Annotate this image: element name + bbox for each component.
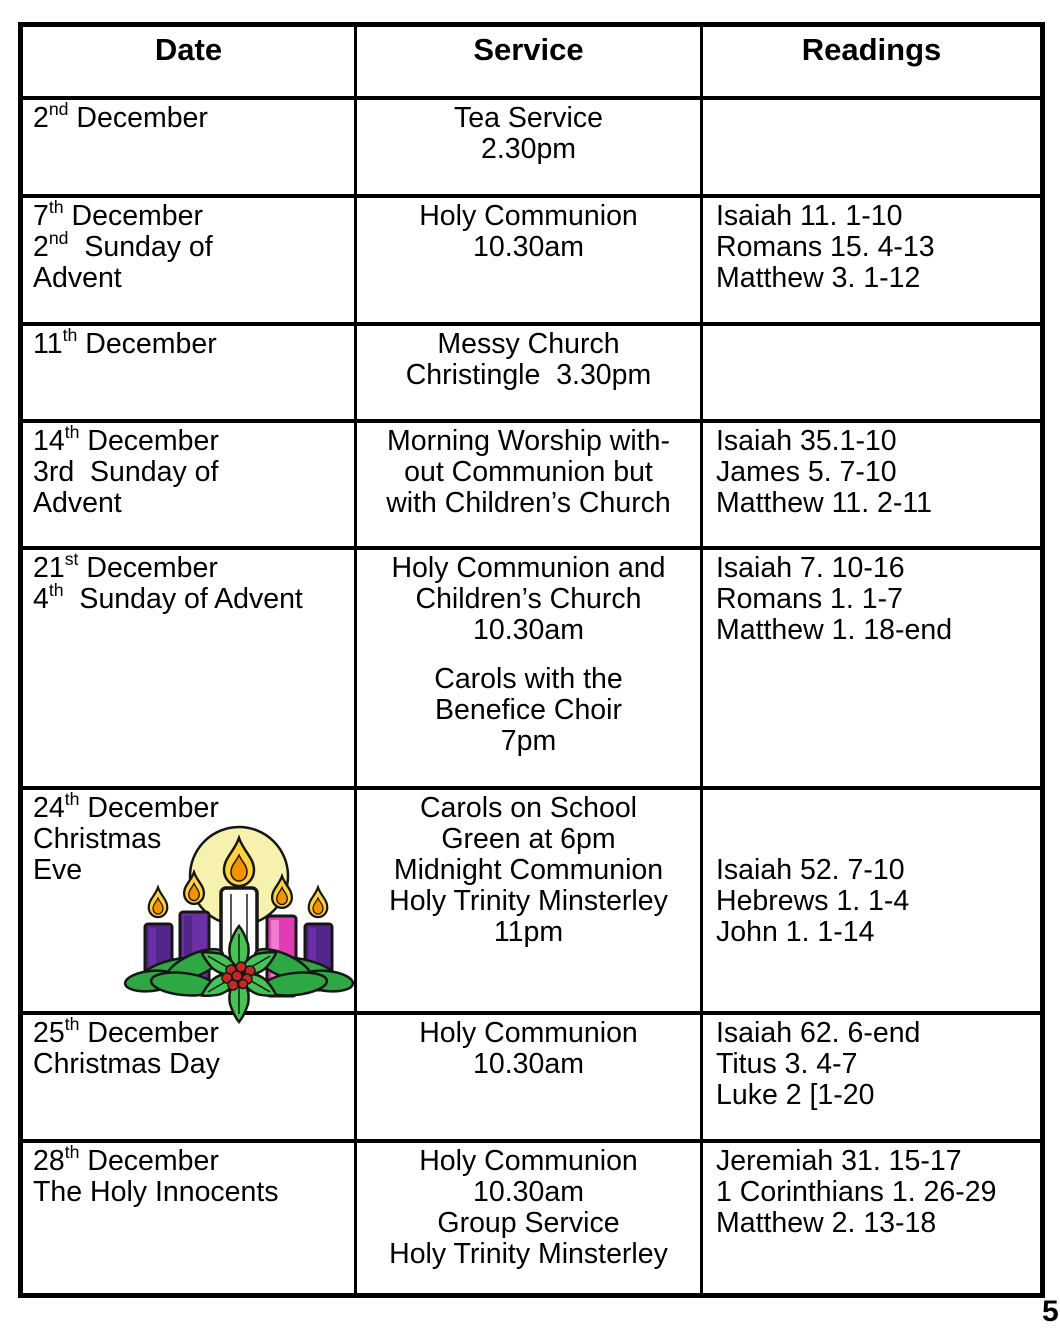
- date-line: 24th December: [33, 789, 219, 824]
- date-line: 21st December: [33, 549, 218, 584]
- service-line: 10.30am: [473, 613, 584, 646]
- readings-cell: [702, 788, 1043, 1013]
- service-line: Holy Communion: [419, 1144, 638, 1177]
- ordinal-suffix: th: [64, 1142, 80, 1162]
- reading-line: Hebrews 1. 1-4: [716, 885, 910, 917]
- service-schedule-table: [18, 22, 1045, 1298]
- service-line: 2.30pm: [480, 132, 577, 165]
- table-row: [21, 196, 1043, 324]
- ordinal-suffix: th: [48, 197, 64, 217]
- table-row: [21, 98, 1043, 196]
- reading-line: Luke 2 [1-20: [716, 1078, 875, 1111]
- date-cell: [21, 1141, 356, 1296]
- service-line: Holy Communion: [419, 1016, 638, 1049]
- service-line: Holy Trinity Minsterley: [389, 884, 668, 917]
- table-row: [21, 421, 1043, 548]
- service-line: 10.30am: [473, 1047, 584, 1080]
- reading-line: Romans 15. 4-13: [716, 230, 935, 263]
- service-cell: [356, 1013, 702, 1141]
- table-row: [21, 548, 1043, 788]
- reading-line: Isaiah 62. 6-end: [716, 1016, 921, 1049]
- reading-line: 1 Corinthians 1. 26-29: [716, 1175, 997, 1208]
- ordinal-suffix: th: [62, 325, 78, 345]
- date-line: Christmas Day: [33, 1047, 220, 1080]
- reading-line: Isaiah 11. 1-10: [716, 199, 903, 232]
- date-cell: [21, 98, 356, 196]
- date-line: 7th December: [33, 197, 203, 232]
- service-line: Green at 6pm: [441, 822, 616, 855]
- service-line: Holy Communion and: [391, 551, 666, 584]
- table-row: [21, 1013, 1043, 1141]
- reading-line: John 1. 1-14: [716, 916, 875, 948]
- service-line: Midnight Communion: [393, 853, 664, 886]
- reading-line: Romans 1. 1-7: [716, 582, 903, 615]
- ordinal-suffix: th: [64, 1014, 80, 1034]
- service-line: Carols with the: [434, 662, 623, 695]
- service-line: 10.30am: [473, 1175, 584, 1208]
- service-line: Holy Communion: [419, 199, 638, 232]
- date-line: Advent: [33, 261, 122, 294]
- service-cell: [356, 1141, 702, 1296]
- date-cell: [21, 1013, 356, 1141]
- reading-line: Matthew 2. 13-18: [716, 1206, 937, 1239]
- date-line: Advent: [33, 486, 122, 519]
- service-line: 7pm: [500, 724, 557, 757]
- reading-line: Isaiah 52. 7-10: [716, 854, 905, 886]
- service-line: Morning Worship with-: [387, 424, 670, 457]
- reading-line: Isaiah 35.1-10: [716, 424, 897, 457]
- flame-right-outer: [309, 887, 328, 917]
- service-line: Carols on School: [419, 791, 638, 824]
- reading-line: Titus 3. 4-7: [716, 1047, 858, 1080]
- date-cell: [21, 548, 356, 788]
- ordinal-suffix: th: [48, 580, 64, 600]
- service-line: out Communion but: [404, 455, 653, 488]
- readings-cell: [702, 1013, 1043, 1141]
- ordinal-suffix: th: [64, 422, 80, 442]
- service-cell: [356, 196, 702, 324]
- readings-cell: [702, 548, 1043, 788]
- date-cell: [21, 196, 356, 324]
- service-line: Group Service: [437, 1206, 620, 1239]
- advent-candles-illustration: [121, 824, 357, 1008]
- service-line: Messy Church: [437, 327, 620, 360]
- service-line: with Children’s Church: [386, 486, 671, 519]
- service-line: Benefice Choir: [435, 693, 622, 726]
- reading-line: Isaiah 7. 10-16: [716, 551, 905, 584]
- date-line: 2nd Sunday of: [33, 228, 213, 263]
- table-row: [21, 1141, 1043, 1296]
- schedule-body: [21, 98, 1043, 1296]
- date-line: 25th December: [33, 1014, 219, 1049]
- service-line: Holy Trinity Minsterley: [389, 1237, 668, 1270]
- readings-cell: [702, 196, 1043, 324]
- ordinal-suffix: nd: [48, 99, 69, 119]
- date-line: 28th December: [33, 1142, 219, 1177]
- service-line: Tea Service: [454, 101, 603, 134]
- date-line: 3rd Sunday of: [33, 455, 219, 488]
- page-number-partial: 5: [1042, 1295, 1059, 1328]
- date-line: 14th December: [33, 422, 219, 457]
- date-line: 2nd December: [33, 99, 208, 134]
- service-cell: [356, 548, 702, 788]
- ordinal-suffix: th: [64, 789, 80, 809]
- service-cell: [356, 98, 702, 196]
- readings-cell: [702, 421, 1043, 548]
- reading-line: Matthew 11. 2-11: [716, 486, 932, 519]
- header-readings: Readings: [702, 25, 1043, 98]
- readings-cell: [702, 98, 1043, 196]
- service-line: 11pm: [493, 915, 564, 948]
- readings-cell: [702, 324, 1043, 421]
- readings-cell: [702, 1141, 1043, 1296]
- reading-line: Matthew 3. 1-12: [716, 261, 921, 294]
- date-line: 4th Sunday of Advent: [33, 580, 303, 615]
- ordinal-suffix: st: [64, 549, 79, 569]
- header-date: Date: [21, 25, 356, 98]
- date-cell: [21, 421, 356, 548]
- service-cell: [356, 324, 702, 421]
- reading-line: Jeremiah 31. 15-17: [716, 1144, 962, 1177]
- ordinal-suffix: nd: [48, 228, 69, 248]
- service-line: Children’s Church: [415, 582, 642, 615]
- table-row: [21, 788, 1043, 1013]
- date-line: Eve: [33, 853, 83, 886]
- service-line: 10.30am: [473, 230, 584, 263]
- reading-line: James 5. 7-10: [716, 455, 897, 488]
- date-line: Christmas: [33, 822, 162, 855]
- service-line: [359, 646, 698, 664]
- reading-line: Matthew 1. 18-end: [716, 613, 953, 646]
- service-line: Christingle 3.30pm: [405, 358, 652, 391]
- date-cell: [21, 788, 356, 1013]
- header-service: Service: [356, 25, 702, 98]
- header-row: [21, 25, 1043, 98]
- date-line: The Holy Innocents: [33, 1175, 279, 1208]
- service-cell: [356, 788, 702, 1013]
- date-cell: [21, 324, 356, 421]
- table-row: [21, 324, 1043, 421]
- flame-left-outer: [149, 887, 168, 917]
- date-line: 11th December: [33, 325, 217, 360]
- service-cell: [356, 421, 702, 548]
